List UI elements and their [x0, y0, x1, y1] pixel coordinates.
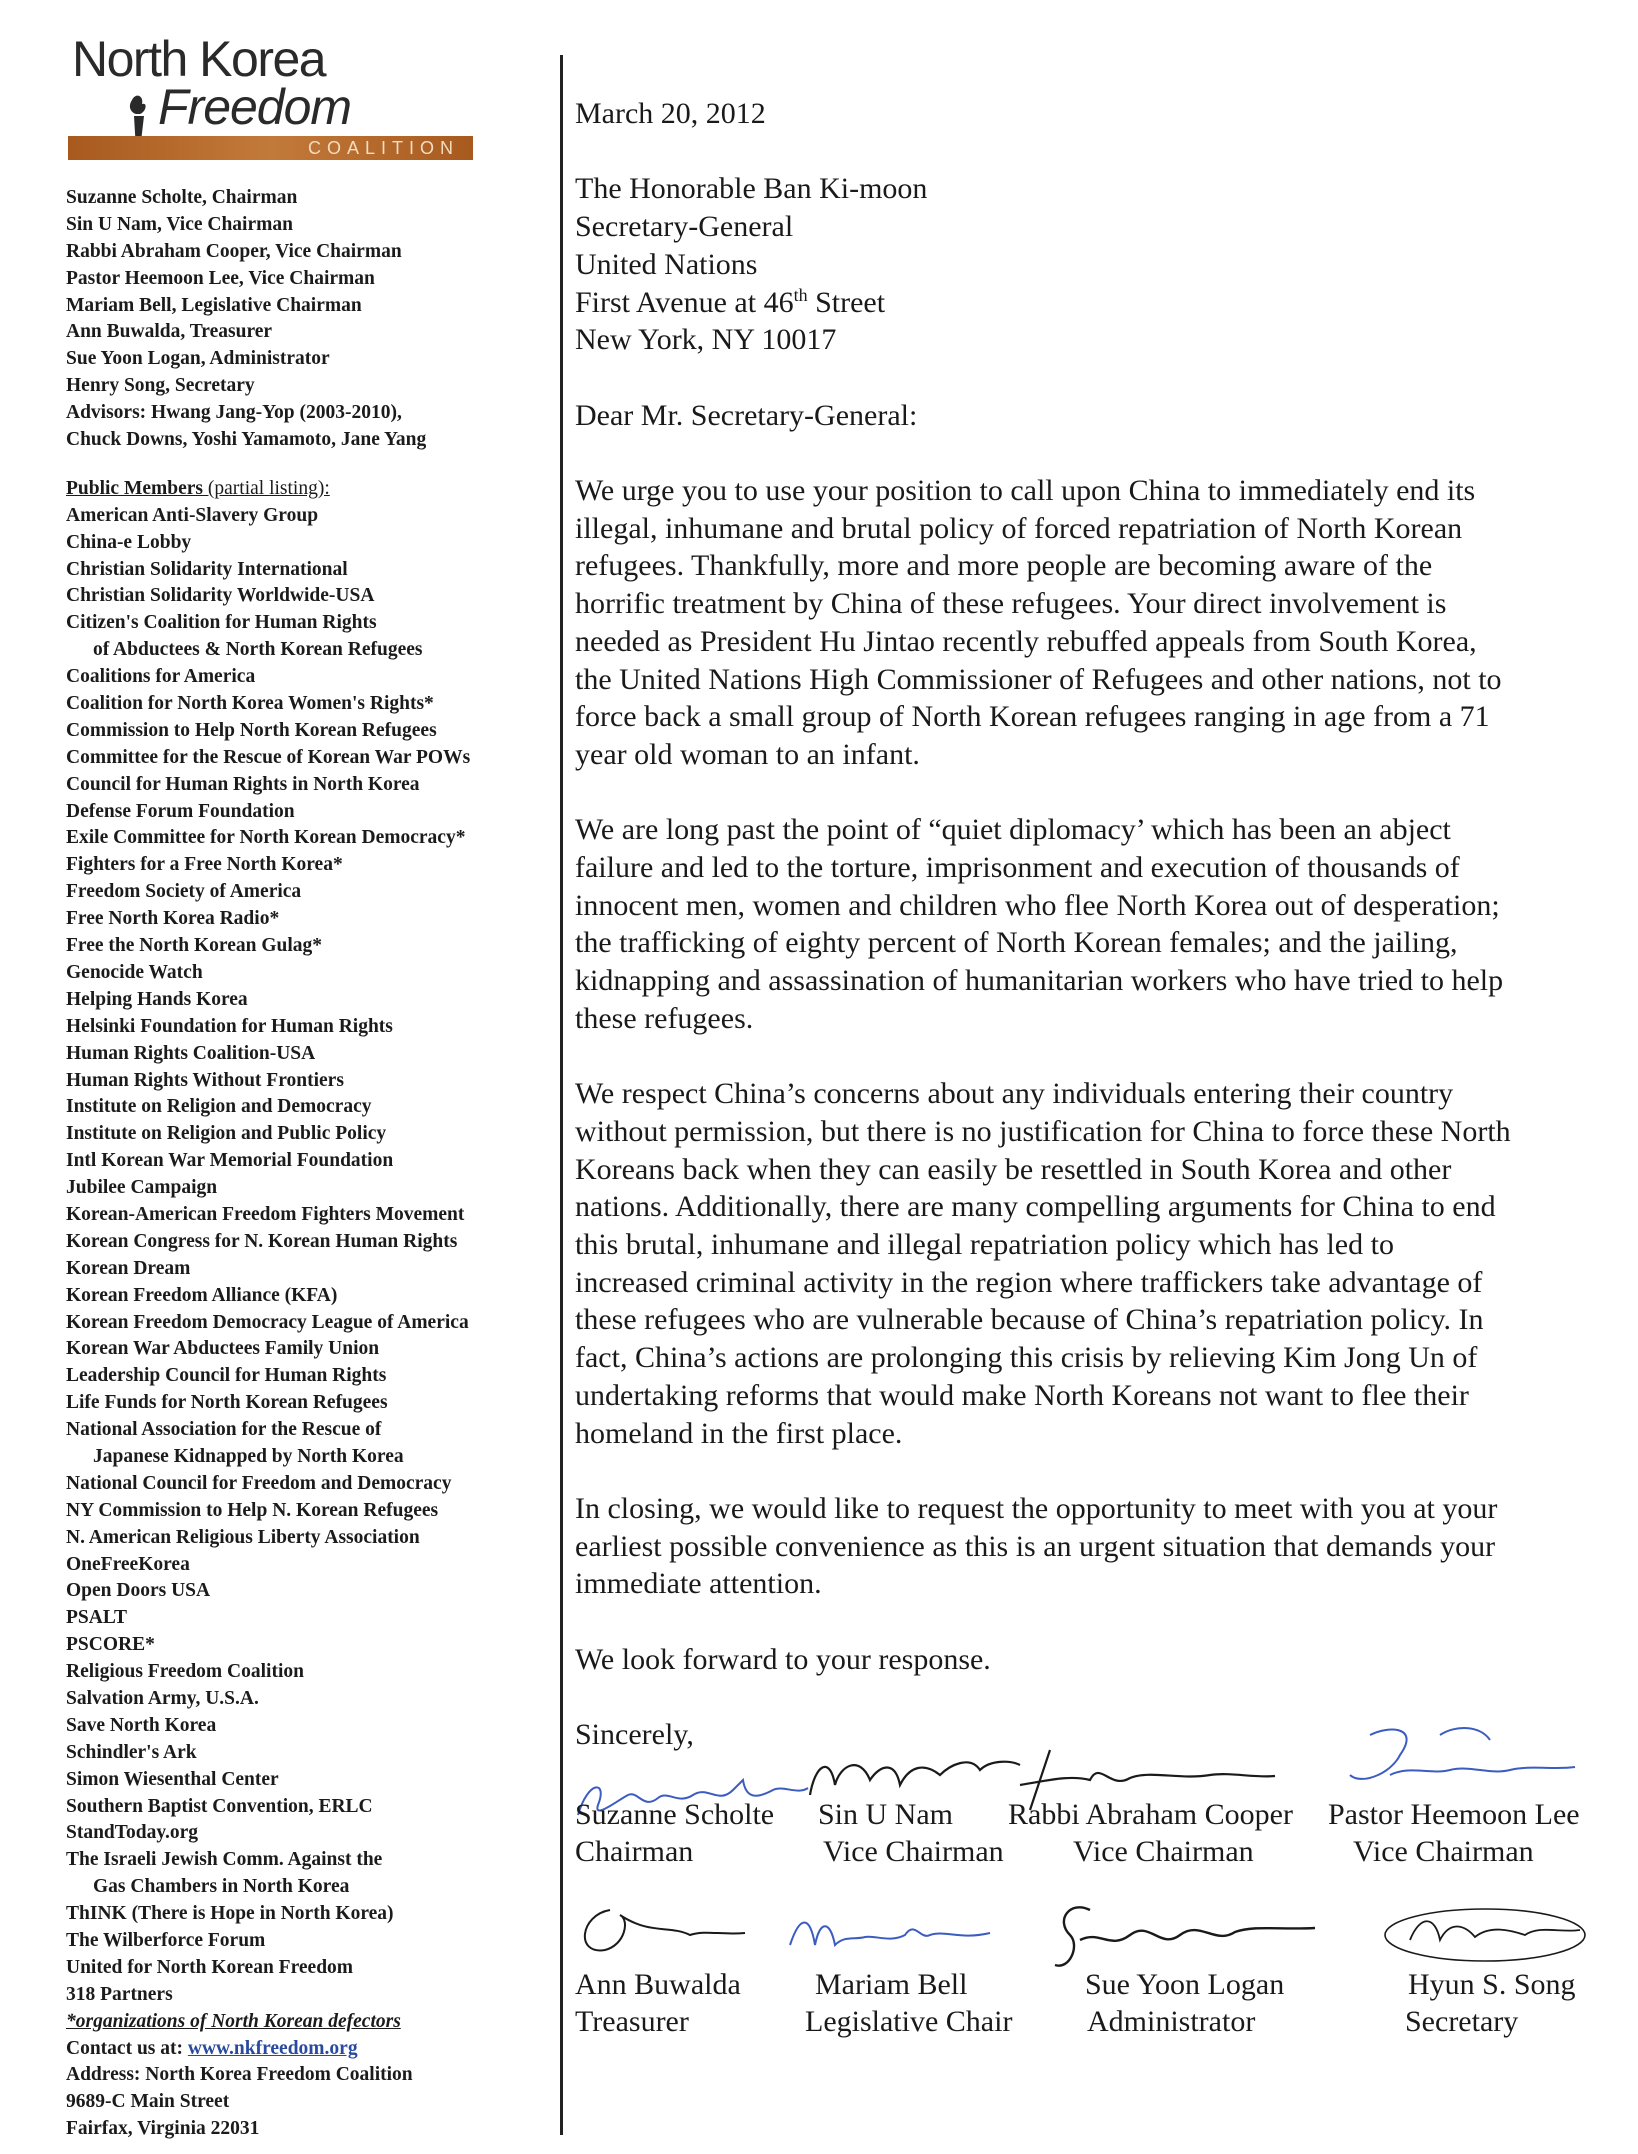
paragraph-line: these refugees.	[575, 1001, 754, 1035]
paragraph-line: We respect China’s concerns about any individuals entering their country	[575, 1077, 1454, 1111]
officer-line: Rabbi Abraham Cooper, Vice Chairman	[66, 240, 402, 262]
member-organization: The Israeli Jewish Comm. Against the	[66, 1849, 383, 1871]
paragraph-line: We are long past the point of “quiet diplomacy’ which has been an abject	[575, 813, 1451, 847]
signature-song	[1380, 1895, 1600, 1975]
member-organization: Citizen's Coalition for Human Rights	[66, 612, 377, 634]
paragraph-2	[575, 811, 1625, 1037]
member-organization: National Association for the Rescue of	[66, 1419, 382, 1441]
paragraph-line: fact, China’s actions are prolonging this crisis by relieving Kim Jong Un of	[575, 1341, 1478, 1375]
defectors-note: *organizations of North Korean defectors	[66, 2010, 401, 2032]
members-heading: Public Members (partial listing):	[66, 477, 330, 499]
member-organization: Simon Wiesenthal Center	[66, 1768, 279, 1790]
member-organization: NY Commission to Help N. Korean Refugees	[66, 1499, 439, 1521]
column-divider	[560, 55, 563, 2135]
signatory-title: Administrator	[1087, 2005, 1256, 2038]
member-organization: Korean Congress for N. Korean Human Rights	[66, 1230, 458, 1252]
officer-line: Advisors: Hwang Jang-Yop (2003-2010),	[66, 402, 402, 424]
signatory-title: Secretary	[1405, 2005, 1519, 2038]
letter-body	[575, 95, 1625, 1754]
signature-bell	[780, 1905, 1000, 1965]
member-organization: Free the North Korean Gulag*	[66, 935, 322, 957]
paragraph-line: nations. Additionally, there are many compelling arguments for China to end	[575, 1190, 1496, 1224]
member-organization: Council for Human Rights in North Korea	[66, 773, 420, 795]
paragraph-line: the trafficking of eighty percent of North Korean females; and the jailing,	[575, 926, 1458, 960]
paragraph-line: illegal, inhumane and brutal policy of forced repatriation of North Korean	[575, 511, 1463, 545]
member-organization: Korean Freedom Alliance (KFA)	[66, 1284, 338, 1306]
member-organization: China-e Lobby	[66, 531, 192, 553]
member-organization: Salvation Army, U.S.A.	[66, 1687, 259, 1709]
paragraph-line: year old woman to an infant.	[575, 737, 920, 771]
member-organization: Gas Chambers in North Korea	[93, 1876, 350, 1898]
paragraph-line: innocent men, women and children who flee North Korea out of desperation;	[575, 888, 1500, 922]
officer-line: Mariam Bell, Legislative Chairman	[66, 294, 362, 316]
member-organization: PSCORE*	[66, 1634, 155, 1656]
signatory-name: Ann Buwalda	[575, 1968, 741, 2001]
officer-line: Henry Song, Secretary	[66, 375, 255, 397]
paragraph-1	[575, 472, 1625, 774]
officers-list	[66, 185, 558, 454]
paragraph-line: horrific treatment by China of these refugees. Your direct involvement is	[575, 587, 1447, 621]
officer-line: Sue Yoon Logan, Administrator	[66, 348, 330, 370]
member-organization: Japanese Kidnapped by North Korea	[93, 1445, 404, 1467]
member-organization: Fighters for a Free North Korea*	[66, 854, 343, 876]
member-organization: OneFreeKorea	[66, 1553, 190, 1575]
member-organization: ThINK (There is Hope in North Korea)	[66, 1903, 394, 1925]
paragraph-line: We urge you to use your position to call upon China to immediately end its	[575, 473, 1476, 507]
paragraph-line: this brutal, inhumane and illegal repatriation policy which has led to	[575, 1228, 1394, 1262]
logo-line-1: North Korea	[72, 31, 326, 87]
paragraph-line: these refugees who are vulnerable because of China’s repatriation policy. In	[575, 1303, 1484, 1337]
member-organization: Institute on Religion and Democracy	[66, 1096, 372, 1118]
member-organization: Jubilee Campaign	[66, 1177, 218, 1199]
signatory-name: Rabbi Abraham Cooper	[1008, 1798, 1293, 1831]
officer-line: Ann Buwalda, Treasurer	[66, 321, 273, 343]
paragraph-line: needed as President Hu Jintao recently rebuffed appeals from South Korea,	[575, 624, 1477, 658]
officer-line: Suzanne Scholte, Chairman	[66, 187, 298, 208]
website-link[interactable]: www.nkfreedom.org	[187, 2037, 358, 2059]
signatory-name: Suzanne Scholte	[575, 1798, 775, 1831]
paragraph-line: refugees. Thankfully, more and more people are becoming aware of the	[575, 549, 1433, 583]
member-organization: Korean War Abductees Family Union	[66, 1338, 380, 1360]
member-organization: American Anti-Slavery Group	[66, 504, 319, 526]
member-organization: Genocide Watch	[66, 961, 203, 983]
member-organization: Coalition for North Korea Women's Rights*	[66, 693, 434, 715]
salutation: Dear Mr. Secretary-General:	[575, 398, 918, 432]
officer-line: Chuck Downs, Yoshi Yamamoto, Jane Yang	[66, 429, 427, 451]
signatory-title: Chairman	[575, 1835, 694, 1868]
signatory-title: Vice Chairman	[823, 1835, 1004, 1868]
member-organization: Helsinki Foundation for Human Rights	[66, 1015, 393, 1037]
address-line: Fairfax, Virginia 22031	[66, 2118, 260, 2140]
signatory-name: Hyun S. Song	[1408, 1968, 1576, 2001]
paragraph-line: increased criminal activity in the region where traffickers take advantage of	[575, 1265, 1483, 1299]
member-organization: Intl Korean War Memorial Foundation	[66, 1150, 394, 1172]
member-organization: of Abductees & North Korean Refugees	[93, 639, 423, 661]
member-organization: Exile Committee for North Korean Democracy*	[66, 827, 466, 849]
paragraph-line: Koreans back when they can easily be resettled in South Korea and other	[575, 1152, 1452, 1186]
contact-line: Contact us at: www.nkfreedom.org	[66, 2037, 358, 2059]
member-organization: Human Rights Without Frontiers	[66, 1069, 344, 1091]
officer-line: Sin U Nam, Vice Chairman	[66, 213, 293, 235]
organization-logo	[60, 30, 459, 160]
letter-date: March 20, 2012	[575, 97, 766, 130]
paragraph-line: earliest possible convenience as this is an urgent situation that demands your	[575, 1529, 1496, 1563]
paragraph-line: undertaking reforms that would make North Koreans not want to flee their	[575, 1378, 1469, 1412]
paragraph-line: failure and led to the torture, imprisonment and execution of thousands of	[575, 851, 1460, 884]
paragraph-3	[575, 1075, 1625, 1452]
signatory-title: Treasurer	[575, 2005, 689, 2038]
member-organization: Freedom Society of America	[66, 881, 302, 903]
member-organization: PSALT	[66, 1607, 128, 1629]
paragraph-line: homeland in the first place.	[575, 1416, 903, 1450]
member-organization: National Council for Freedom and Democracy	[66, 1472, 452, 1494]
signature-buwalda	[570, 1895, 750, 1975]
member-organization: Religious Freedom Coalition	[66, 1661, 304, 1683]
paragraph-line: immediate attention.	[575, 1567, 822, 1601]
signatory-name: Sin U Nam	[818, 1798, 953, 1831]
member-organization: Commission to Help North Korean Refugees	[66, 719, 437, 741]
paragraph-line: force back a small group of North Korean refugees ranging in age from a 71	[575, 700, 1490, 734]
signatory-name: Pastor Heemoon Lee	[1328, 1798, 1580, 1831]
address-line: Address: North Korea Freedom Coalition	[66, 2064, 413, 2086]
recipient-address: The Honorable Ban Ki-moon Secretary-General United Nations First Avenue at 46th Street New York, NY 10017	[575, 172, 928, 357]
letterhead-sidebar	[66, 185, 558, 2143]
member-organization: Korean Dream	[66, 1257, 191, 1279]
member-organization: Open Doors USA	[66, 1580, 211, 1602]
member-organization: Institute on Religion and Public Policy	[66, 1123, 387, 1145]
member-organization: Coalitions for America	[66, 666, 256, 688]
address-line: 9689-C Main Street	[66, 2091, 230, 2113]
signatory-name: Mariam Bell	[815, 1968, 968, 2001]
paragraph-5: We look forward to your response.	[575, 1642, 991, 1676]
member-organization: N. American Religious Liberty Association	[66, 1526, 420, 1548]
member-organization: Southern Baptist Convention, ERLC	[66, 1795, 373, 1817]
member-organization: United for North Korean Freedom	[66, 1956, 354, 1978]
logo-line-2: Freedom	[158, 79, 352, 135]
member-organization: StandToday.org	[66, 1822, 199, 1844]
signatory-name: Sue Yoon Logan	[1085, 1968, 1285, 2001]
paragraph-line: kidnapping and assassination of humanitarian workers who have tried to help	[575, 964, 1504, 998]
member-organization: Christian Solidarity Worldwide-USA	[66, 585, 375, 607]
member-organization: Leadership Council for Human Rights	[66, 1365, 387, 1387]
member-organization: Korean-American Freedom Fighters Movement	[66, 1203, 465, 1225]
signatory-title: Vice Chairman	[1073, 1835, 1254, 1868]
logo-bar	[68, 136, 473, 160]
member-organization: Defense Forum Foundation	[66, 800, 295, 822]
logo-bar-text: COALITION	[307, 138, 459, 158]
paragraph-line: the United Nations High Commissioner of Refugees and other nations, not to	[575, 662, 1502, 696]
member-organization: Schindler's Ark	[66, 1741, 197, 1763]
signatory-title: Legislative Chair	[805, 2005, 1013, 2038]
member-organization: Human Rights Coalition-USA	[66, 1042, 316, 1064]
member-organization: 318 Partners	[66, 1983, 173, 2005]
member-organization: Helping Hands Korea	[66, 988, 248, 1010]
signatory-title: Vice Chairman	[1353, 1835, 1534, 1868]
paragraph-line: without permission, but there is no justification for China to force these North	[575, 1114, 1511, 1148]
member-organization: The Wilberforce Forum	[66, 1930, 266, 1951]
member-organization: Free North Korea Radio*	[66, 908, 280, 930]
member-organization: Save North Korea	[66, 1714, 217, 1736]
address-block	[66, 2062, 558, 2143]
member-organization: Committee for the Rescue of Korean War POWs	[66, 746, 471, 768]
member-organization: Life Funds for North Korean Refugees	[66, 1392, 388, 1414]
officer-line: Pastor Heemoon Lee, Vice Chairman	[66, 267, 375, 289]
member-organization: Korean Freedom Democracy League of America	[66, 1311, 469, 1333]
closing: Sincerely,	[575, 1718, 694, 1752]
paragraph-line: In closing, we would like to request the opportunity to meet with you at your	[575, 1491, 1498, 1525]
member-organization: Christian Solidarity International	[66, 558, 348, 580]
members-list	[66, 503, 558, 2009]
paragraph-4	[575, 1490, 1625, 1603]
